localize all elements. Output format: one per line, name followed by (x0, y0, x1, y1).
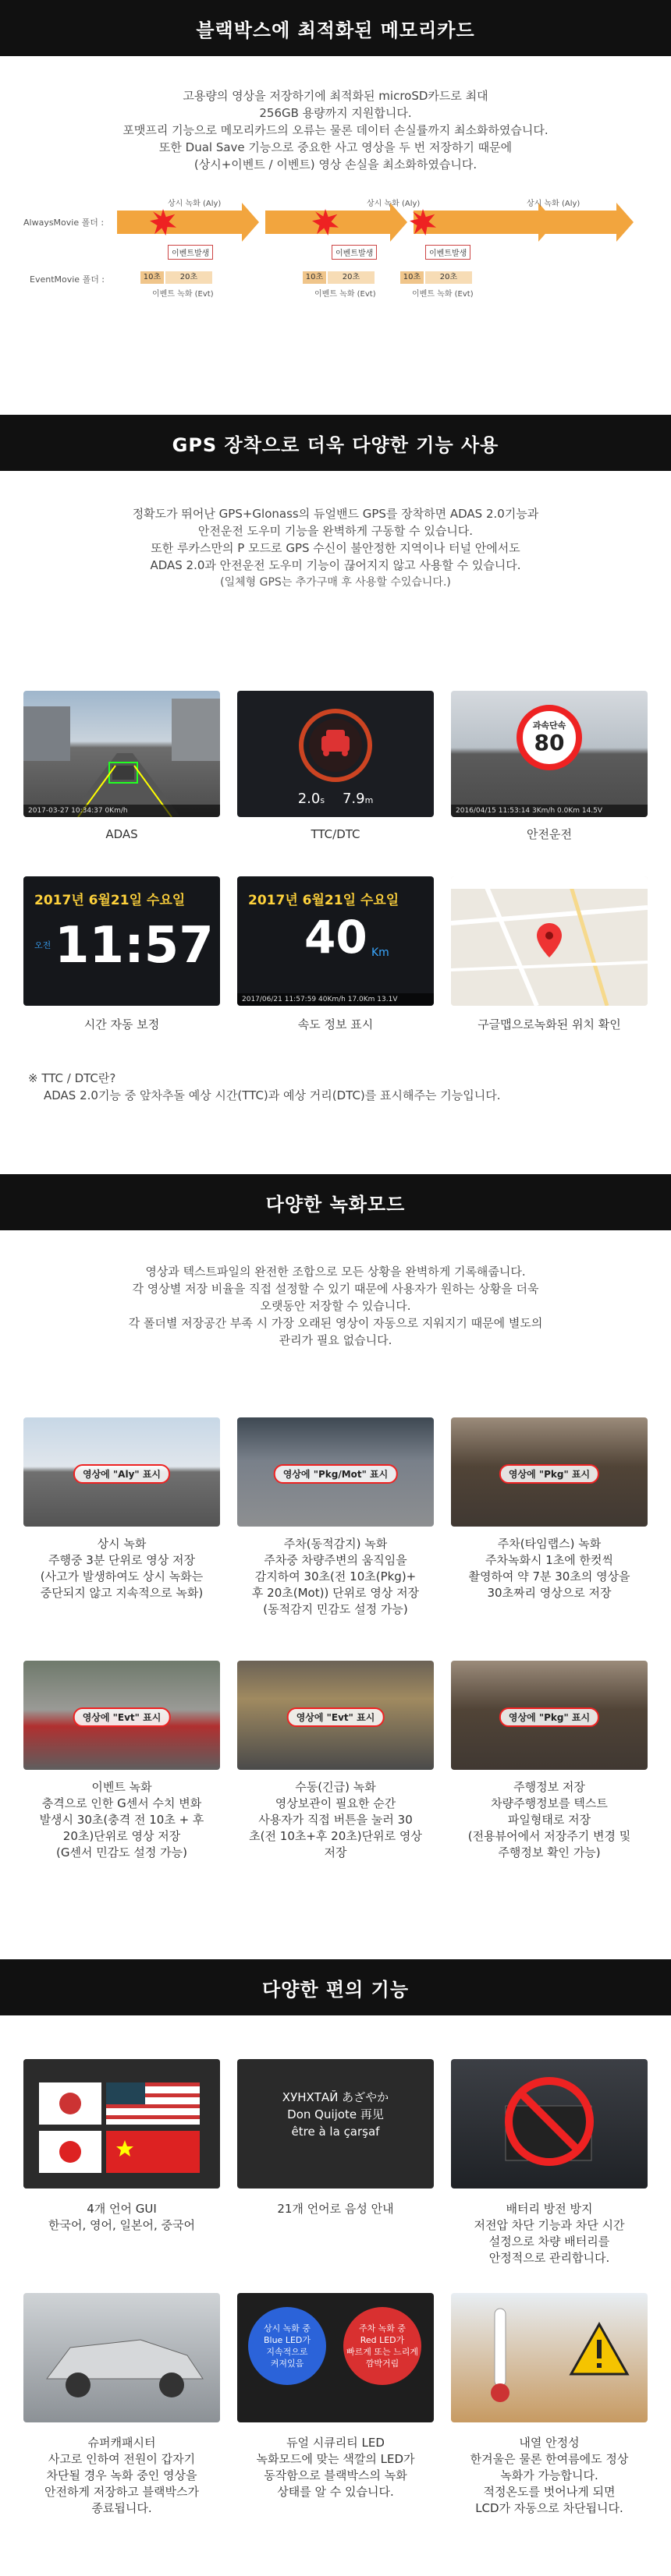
always-tag: 상시 녹화 (Aly) (527, 200, 580, 208)
tile-caption: TTC/DTC (311, 827, 360, 841)
always-tag: 상시 녹화 (Aly) (168, 200, 222, 208)
always-arrow-1 (117, 211, 242, 234)
caption-line: 후 20초(Mot)) 단위로 영상 저장 (251, 1586, 420, 1600)
flags-illustration (23, 2059, 220, 2189)
intro-line: 각 영상별 저장 비율을 직접 설정할 수 있기 때문에 사용자가 원하는 상황을 더욱 (132, 1282, 539, 1296)
drive-info-image (451, 1661, 648, 1770)
caption-line: 안정적으로 관리합니다. (488, 2251, 610, 2265)
pkg-mot-tag: 영상에 "Pkg/Mot" 표시 (274, 1464, 398, 1484)
mode-caption (16, 1536, 227, 1601)
parking-motion-image (237, 1417, 434, 1527)
caption-line: 주차중 차량주변의 움직임을 (264, 1553, 407, 1567)
event-occurred-label: 이벤트발생 (168, 245, 213, 260)
adas-status-bar: 2017-03-27 10:34:37 0Km/h (23, 805, 220, 817)
tile-caption: 구글맵으로녹화된 위치 확인 (478, 1017, 621, 1031)
caption-line: 안전하게 저장하고 블랙박스가 (44, 2485, 199, 2499)
event-occurred-label: 이벤트발생 (332, 245, 377, 260)
manual-rec-image (237, 1661, 434, 1770)
led-line: 상시 녹화 중 (263, 2323, 311, 2334)
am-indicator: 오전 (34, 940, 51, 950)
event-segment-10s: 10초 (140, 271, 164, 284)
memory-card-section (0, 56, 671, 415)
feature-caption (444, 2201, 655, 2266)
event-rec-label: 이벤트 녹화 (Evt) (412, 290, 474, 299)
tile-caption: 안전운전 (527, 827, 572, 841)
intro-line: 관리가 필요 없습니다. (279, 1333, 392, 1347)
event-segment-20s: 20초 (165, 271, 212, 284)
ttc-value: 2.0 (297, 791, 321, 807)
caption-line: 초(전 10초+후 20초)단위로 영상 (249, 1829, 422, 1843)
caption-line: 적정온도를 벗어나게 되면 (483, 2485, 616, 2499)
language-gui-image (23, 2059, 220, 2189)
speed-readout: 40 (304, 911, 367, 964)
battery-image (451, 2059, 648, 2189)
caption-line: LCD가 자동으로 차단됩니다. (475, 2501, 623, 2515)
caption-line: 차단될 경우 녹화 중인 영상을 (46, 2468, 197, 2482)
lang-line: ХУНХТАЙ あざやか (282, 2090, 389, 2104)
note-body: ADAS 2.0기능 중 앞차추돌 예상 시간(TTC)과 예상 거리(DTC)를 표시해주는 기능입니다. (44, 1088, 501, 1102)
event-rec-label: 이벤트 녹화 (Evt) (152, 290, 214, 299)
lang-line: Don Quijote 再见 (287, 2107, 384, 2121)
speed-limit-title: 과속단속 (532, 720, 566, 731)
timelapse-image (451, 1417, 648, 1527)
section-title-text: 다양한 녹화모드 (265, 1193, 406, 1215)
caption-line: 20초)단위로 영상 저장 (62, 1829, 181, 1843)
intro-line: (상시+이벤트 / 이벤트) 영상 손실을 최소화하였습니다. (193, 157, 478, 172)
convenience-section (0, 2015, 671, 2576)
section-title-text: GPS 장착으로 더욱 다양한 기능 사용 (172, 433, 499, 456)
memory-card-intro (0, 56, 671, 173)
caption-line: 한겨울은 물론 한여름에도 정상 (470, 2452, 629, 2466)
caption-line: 중단되지 않고 지속적으로 녹화) (40, 1586, 204, 1600)
dual-led-image (237, 2293, 434, 2422)
mode-caption (230, 1536, 441, 1618)
caption-line: 내열 안정성 (519, 2436, 580, 2450)
thermometer-icon (451, 2293, 648, 2422)
caption-line: 파일형태로 저장 (507, 1813, 591, 1827)
intro-line: 256GB 용량까지 지원합니다. (259, 106, 412, 120)
always-rec-image (23, 1417, 220, 1527)
event-segment-10s: 10초 (400, 271, 424, 284)
ttc-dtc-image (237, 691, 434, 817)
mode-caption (230, 1779, 441, 1861)
event-segment-20s: 20초 (328, 271, 375, 284)
section-title-gps (0, 415, 671, 471)
caption-line: 주차녹화시 1초에 한컷씩 (485, 1553, 613, 1567)
intro-line: 정확도가 뛰어난 GPS+Glonass의 듀얼밴드 GPS를 장착하면 ADAS 2.0기능과 (132, 507, 539, 521)
intro-line: 고용량의 영상을 저장하기에 최적화된 microSD카드로 최대 (183, 89, 488, 103)
battery-prohibited-icon (451, 2059, 648, 2189)
date-readout: 2017년 6월21일 수요일 (34, 893, 186, 908)
caption-line: 수동(긴급) 녹화 (295, 1780, 376, 1794)
caption-line: 사용자가 직접 버튼을 눌러 30 (258, 1813, 413, 1827)
date-readout: 2017년 6월21일 수요일 (248, 893, 399, 908)
intro-line: (일체형 GPS는 추가구매 후 사용할 수있습니다.) (220, 576, 451, 589)
always-folder-label: AlwaysMovie 폴더 : (23, 218, 105, 228)
intro-line: 또한 루카스만의 P 모드로 GPS 수신이 불안정한 지역이나 터널 안에서도 (151, 541, 520, 555)
evt-tag: 영상에 "Evt" 표시 (73, 1707, 171, 1727)
feature-caption (16, 2201, 227, 2234)
tile-caption: ADAS (105, 827, 138, 841)
event-folder-label: EventMovie 폴더 : (30, 274, 105, 285)
caption-line: 동작함으로 블랙박스의 녹화 (264, 2468, 407, 2482)
speed-limit-sign (517, 705, 582, 770)
auto-time-image (23, 876, 220, 1006)
led-line: 지속적으로 (266, 2347, 308, 2357)
ttc-note (28, 1070, 500, 1104)
speed-limit-value: 80 (534, 730, 565, 755)
caption-line: 주행정보 확인 가능) (498, 1845, 601, 1859)
gps-section (0, 471, 671, 1174)
note-title: ※ TTC / DTC란? (28, 1071, 116, 1085)
feature-caption (444, 2435, 655, 2517)
gps-intro (0, 471, 671, 591)
caption-line: 주행중 3분 단위로 영상 저장 (48, 1553, 195, 1567)
led-line: 깜박거림 (365, 2358, 399, 2369)
caption-line: 사고로 인하여 전원이 갑자기 (48, 2452, 196, 2466)
dtc-value: 7.9 (342, 791, 365, 807)
caption-line: 촬영하여 약 7분 30초의 영상을 (468, 1569, 630, 1583)
heat-resistance-image (451, 2293, 648, 2422)
dual-save-timeline (0, 189, 671, 337)
led-line: Red LED가 (360, 2335, 405, 2345)
speed-status-bar: 2017/06/21 11:57:59 40Km/h 17.0Km 13.1V (237, 993, 434, 1006)
caption-line: (G센서 민감도 설정 가능) (55, 1845, 188, 1859)
adas-scene (23, 691, 220, 817)
voice-guide-image (237, 2059, 434, 2189)
evt-tag: 영상에 "Evt" 표시 (287, 1707, 385, 1727)
caption-line: 이벤트 녹화 (91, 1780, 152, 1794)
led-line: 빠르게 또는 느리게 (346, 2347, 418, 2357)
caption-line: 발생시 30초(충격 전 10초 + 후 (39, 1813, 204, 1827)
led-line: Blue LED가 (263, 2335, 311, 2345)
mode-caption (16, 1779, 227, 1861)
caption-line: 상시 녹화 (97, 1537, 147, 1551)
rec-modes-intro (0, 1230, 671, 1349)
feature-caption (230, 2201, 441, 2217)
event-rec-label: 이벤트 녹화 (Evt) (314, 290, 376, 299)
caption-line: 주행정보 저장 (513, 1780, 585, 1794)
caption-line: 상태를 알 수 있습니다. (277, 2485, 394, 2499)
intro-line: 영상과 텍스트파일의 완전한 조합으로 모든 상황을 완벽하게 기록해줍니다. (145, 1265, 526, 1279)
caption-line: (동적감지 민감도 설정 가능) (263, 1602, 408, 1616)
dtc-unit: m (364, 795, 374, 805)
blue-led-indicator (248, 2307, 326, 2385)
safety-status-bar: 2016/04/15 11:53:14 3Km/h 0.0Km 14.5V (451, 805, 648, 817)
adas-image (23, 691, 220, 817)
section-title-text: 다양한 편의 기능 (262, 1978, 409, 2001)
event-segment-20s: 20초 (425, 271, 472, 284)
caption-line: 한국어, 영어, 일본어, 중국어 (48, 2218, 195, 2232)
mode-caption (444, 1536, 655, 1601)
caption-line: 21개 언어로 음성 안내 (277, 2202, 394, 2216)
led-line: 주차 녹화 중 (358, 2323, 407, 2334)
intro-line: 포맷프리 기능으로 메모리카드의 오류는 물론 데이터 손실률까지 최소화하였습니다. (122, 123, 549, 137)
caption-line: 녹화가 가능합니다. (500, 2468, 598, 2482)
event-rec-image (23, 1661, 220, 1770)
caption-line: (사고가 발생하여도 상시 녹화는 (40, 1569, 204, 1583)
section-title-convenience (0, 1959, 671, 2015)
pkg-tag: 영상에 "Pkg" 표시 (499, 1707, 599, 1727)
red-led-indicator (343, 2307, 421, 2385)
section-title-memory-card (0, 0, 671, 56)
caption-line: 종료됩니다. (91, 2501, 152, 2515)
section-title-text: 블랙박스에 최적화된 메모리카드 (196, 19, 475, 41)
tile-caption: 속도 정보 표시 (297, 1017, 374, 1031)
clock-readout: 11:57 (55, 917, 214, 975)
led-line: 켜져있음 (270, 2358, 304, 2369)
ttc-unit: s (320, 795, 325, 805)
caption-line: 4개 언어 GUI (87, 2202, 157, 2216)
map-view (451, 876, 648, 1006)
intro-line: 안전운전 도우미 기능을 완벽하게 구동할 수 있습니다. (197, 524, 474, 538)
caption-line: 차량주행정보를 텍스트 (491, 1796, 608, 1810)
caption-line: 슈퍼캐패시터 (87, 2436, 156, 2450)
event-segment-10s: 10초 (303, 271, 326, 284)
lang-line: être à la çarşaf (291, 2125, 380, 2139)
tile-caption: 시간 자동 보정 (83, 1017, 160, 1031)
speed-unit: Km (371, 947, 389, 959)
caption-line: 저전압 차단 기능과 차단 시간 (474, 2218, 625, 2232)
pkg-tag: 영상에 "Pkg" 표시 (499, 1464, 599, 1484)
caption-line: 저장 (324, 1845, 347, 1859)
intro-line: ADAS 2.0과 안전운전 도우미 기능이 끊어지지 않고 사용할 수 있습니다. (150, 558, 521, 572)
google-map-image (451, 876, 648, 1006)
supercapacitor-image (23, 2293, 220, 2422)
always-tag: 상시 녹화 (Aly) (367, 200, 421, 208)
speed-info-image (237, 876, 434, 1006)
multilang-text (237, 2089, 434, 2140)
intro-line: 또한 Dual Save 기능으로 중요한 사고 영상을 두 번 저장하기 때문에 (158, 140, 513, 154)
feature-caption (16, 2435, 227, 2517)
intro-line: 오랫동안 저장할 수 있습니다. (260, 1299, 411, 1313)
caption-line: 설정으로 차량 배터리를 (488, 2235, 610, 2249)
aly-tag: 영상에 "Aly" 표시 (73, 1464, 170, 1484)
caption-line: 녹화모드에 맞는 색깔의 LED가 (256, 2452, 415, 2466)
caption-line: 감지하여 30초(전 10초(Pkg)+ (254, 1569, 417, 1583)
feature-caption (230, 2435, 441, 2500)
mode-caption (444, 1779, 655, 1861)
caption-line: 30초짜리 영상으로 저장 (487, 1586, 612, 1600)
caption-line: 충격으로 인한 G센서 수치 변화 (41, 1796, 202, 1810)
caption-line: 배터리 방전 방지 (506, 2202, 593, 2216)
event-occurred-label: 이벤트발생 (425, 245, 470, 260)
intro-line: 각 폴더별 저장공간 부족 시 가장 오래된 영상이 자동으로 지워지기 때문에 별도의 (128, 1316, 543, 1330)
safety-driving-image (451, 691, 648, 817)
caption-line: 주차(타임랩스) 녹화 (497, 1537, 602, 1551)
crashed-car-illustration (23, 2293, 220, 2422)
caption-line: 주차(동적감지) 녹화 (283, 1537, 388, 1551)
caption-line: 영상보관이 필요한 순간 (275, 1796, 396, 1810)
always-arrow-4 (468, 211, 616, 234)
caption-line: (전용뷰어에서 저장주기 변경 및 (467, 1829, 631, 1843)
rec-modes-section (0, 1230, 671, 1959)
ttc-readout (237, 791, 434, 807)
section-title-rec-modes (0, 1174, 671, 1230)
caption-line: 듀얼 시큐리티 LED (286, 2436, 385, 2450)
